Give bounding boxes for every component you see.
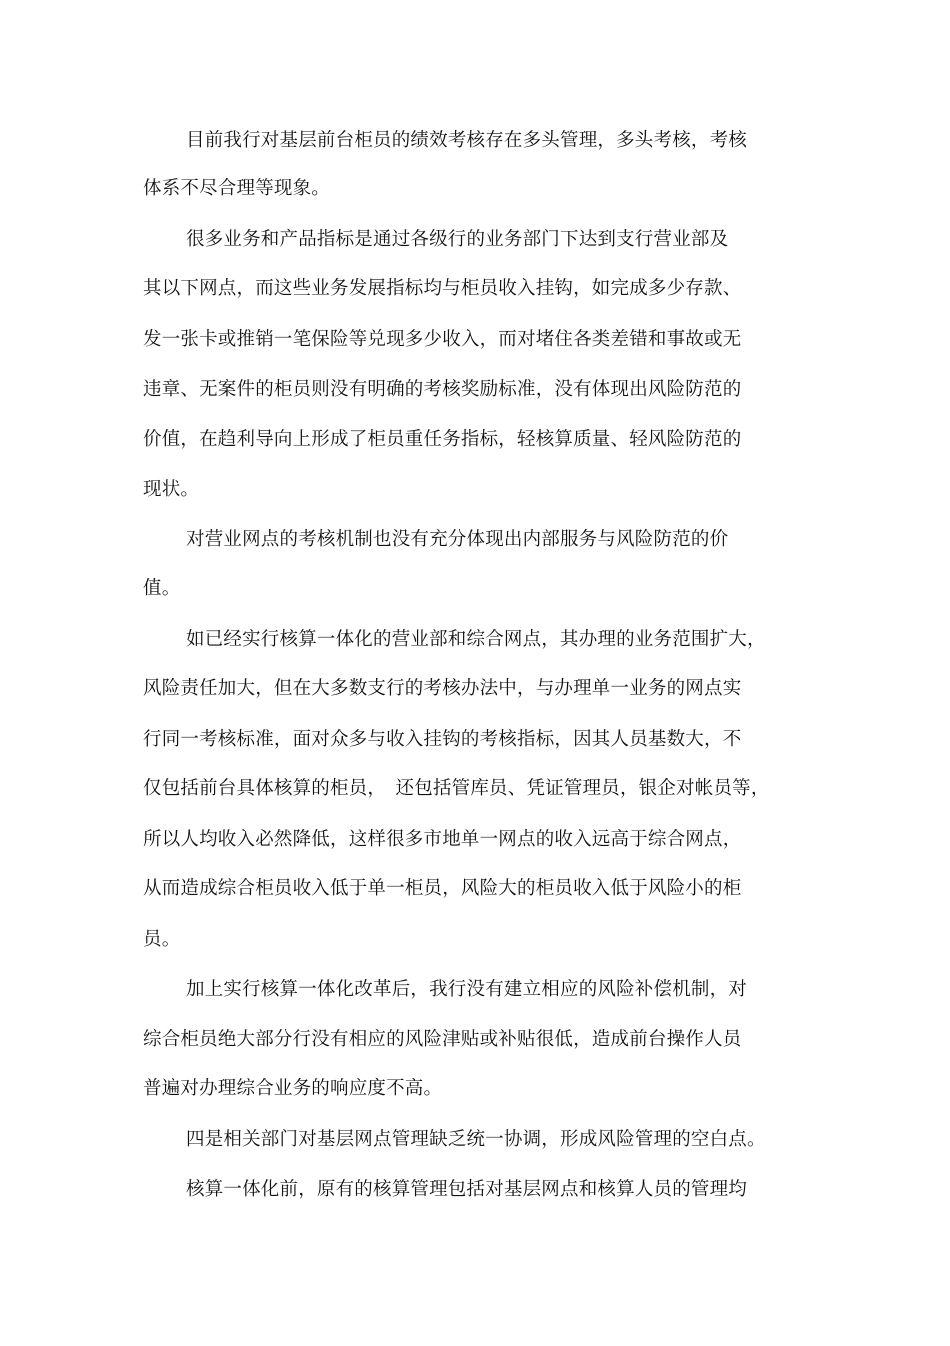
paragraph-5-line-1: 加上实行核算一体化改革后，我行没有建立相应的风险补偿机制，对	[186, 979, 748, 1000]
paragraph-2-line-4: 违章、无案件的柜员则没有明确的考核奖励标准，没有体现出风险防范的	[143, 379, 742, 400]
paragraph-3-line-1: 对营业网点的考核机制也没有充分体现出内部服务与风险防范的价	[186, 529, 729, 550]
paragraph-2-line-1: 很多业务和产品指标是通过各级行的业务部门下达到支行营业部及	[186, 229, 729, 250]
paragraph-4-line-7: 员。	[143, 929, 181, 950]
paragraph-1-line-2: 体系不尽合理等现象。	[143, 178, 331, 199]
paragraph-1-line-1: 目前我行对基层前台柜员的绩效考核存在多头管理，多头考核，考核	[186, 130, 748, 151]
paragraph-3-line-2: 值。	[143, 578, 181, 599]
paragraph-4-line-3: 行同一考核标准，面对众多与收入挂钩的考核指标，因其人员基数大，不	[143, 729, 742, 750]
paragraph-2-line-2: 其以下网点，而这些业务发展指标均与柜员收入挂钩，如完成多少存款、	[143, 278, 742, 299]
paragraph-4-line-5: 所以人均收入必然降低，这样很多市地单一网点的收入远高于综合网点，	[143, 829, 742, 850]
paragraph-4-line-6: 从而造成综合柜员收入低于单一柜员，风险大的柜员收入低于风险小的柜	[143, 878, 742, 899]
paragraph-4-line-2: 风险责任加大，但在大多数支行的考核办法中，与办理单一业务的网点实	[143, 678, 742, 699]
paragraph-2-line-6: 现状。	[143, 479, 200, 500]
paragraph-2-line-5: 价值，在趋利导向上形成了柜员重任务指标，轻核算质量、轻风险防范的	[143, 429, 742, 450]
paragraph-2-line-3: 发一张卡或推销一笔保险等兑现多少收入，而对堵住各类差错和事故或无	[143, 329, 742, 350]
paragraph-5-line-3: 普遍对办理综合业务的响应度不高。	[143, 1078, 443, 1099]
paragraph-4-line-4: 仅包括前台具体核算的柜员， 还包括管库员、凭证管理员，银企对帐员等，	[143, 778, 770, 799]
paragraph-5-line-2: 综合柜员绝大部分行没有相应的风险津贴或补贴很低，造成前台操作人员	[143, 1029, 742, 1050]
paragraph-7-line-1: 核算一体化前，原有的核算管理包括对基层网点和核算人员的管理均	[186, 1179, 748, 1200]
paragraph-4-line-1: 如已经实行核算一体化的营业部和综合网点，其办理的业务范围扩大，	[186, 629, 766, 650]
paragraph-6-line-1: 四是相关部门对基层网点管理缺乏统一协调，形成风险管理的空白点。	[186, 1129, 766, 1150]
